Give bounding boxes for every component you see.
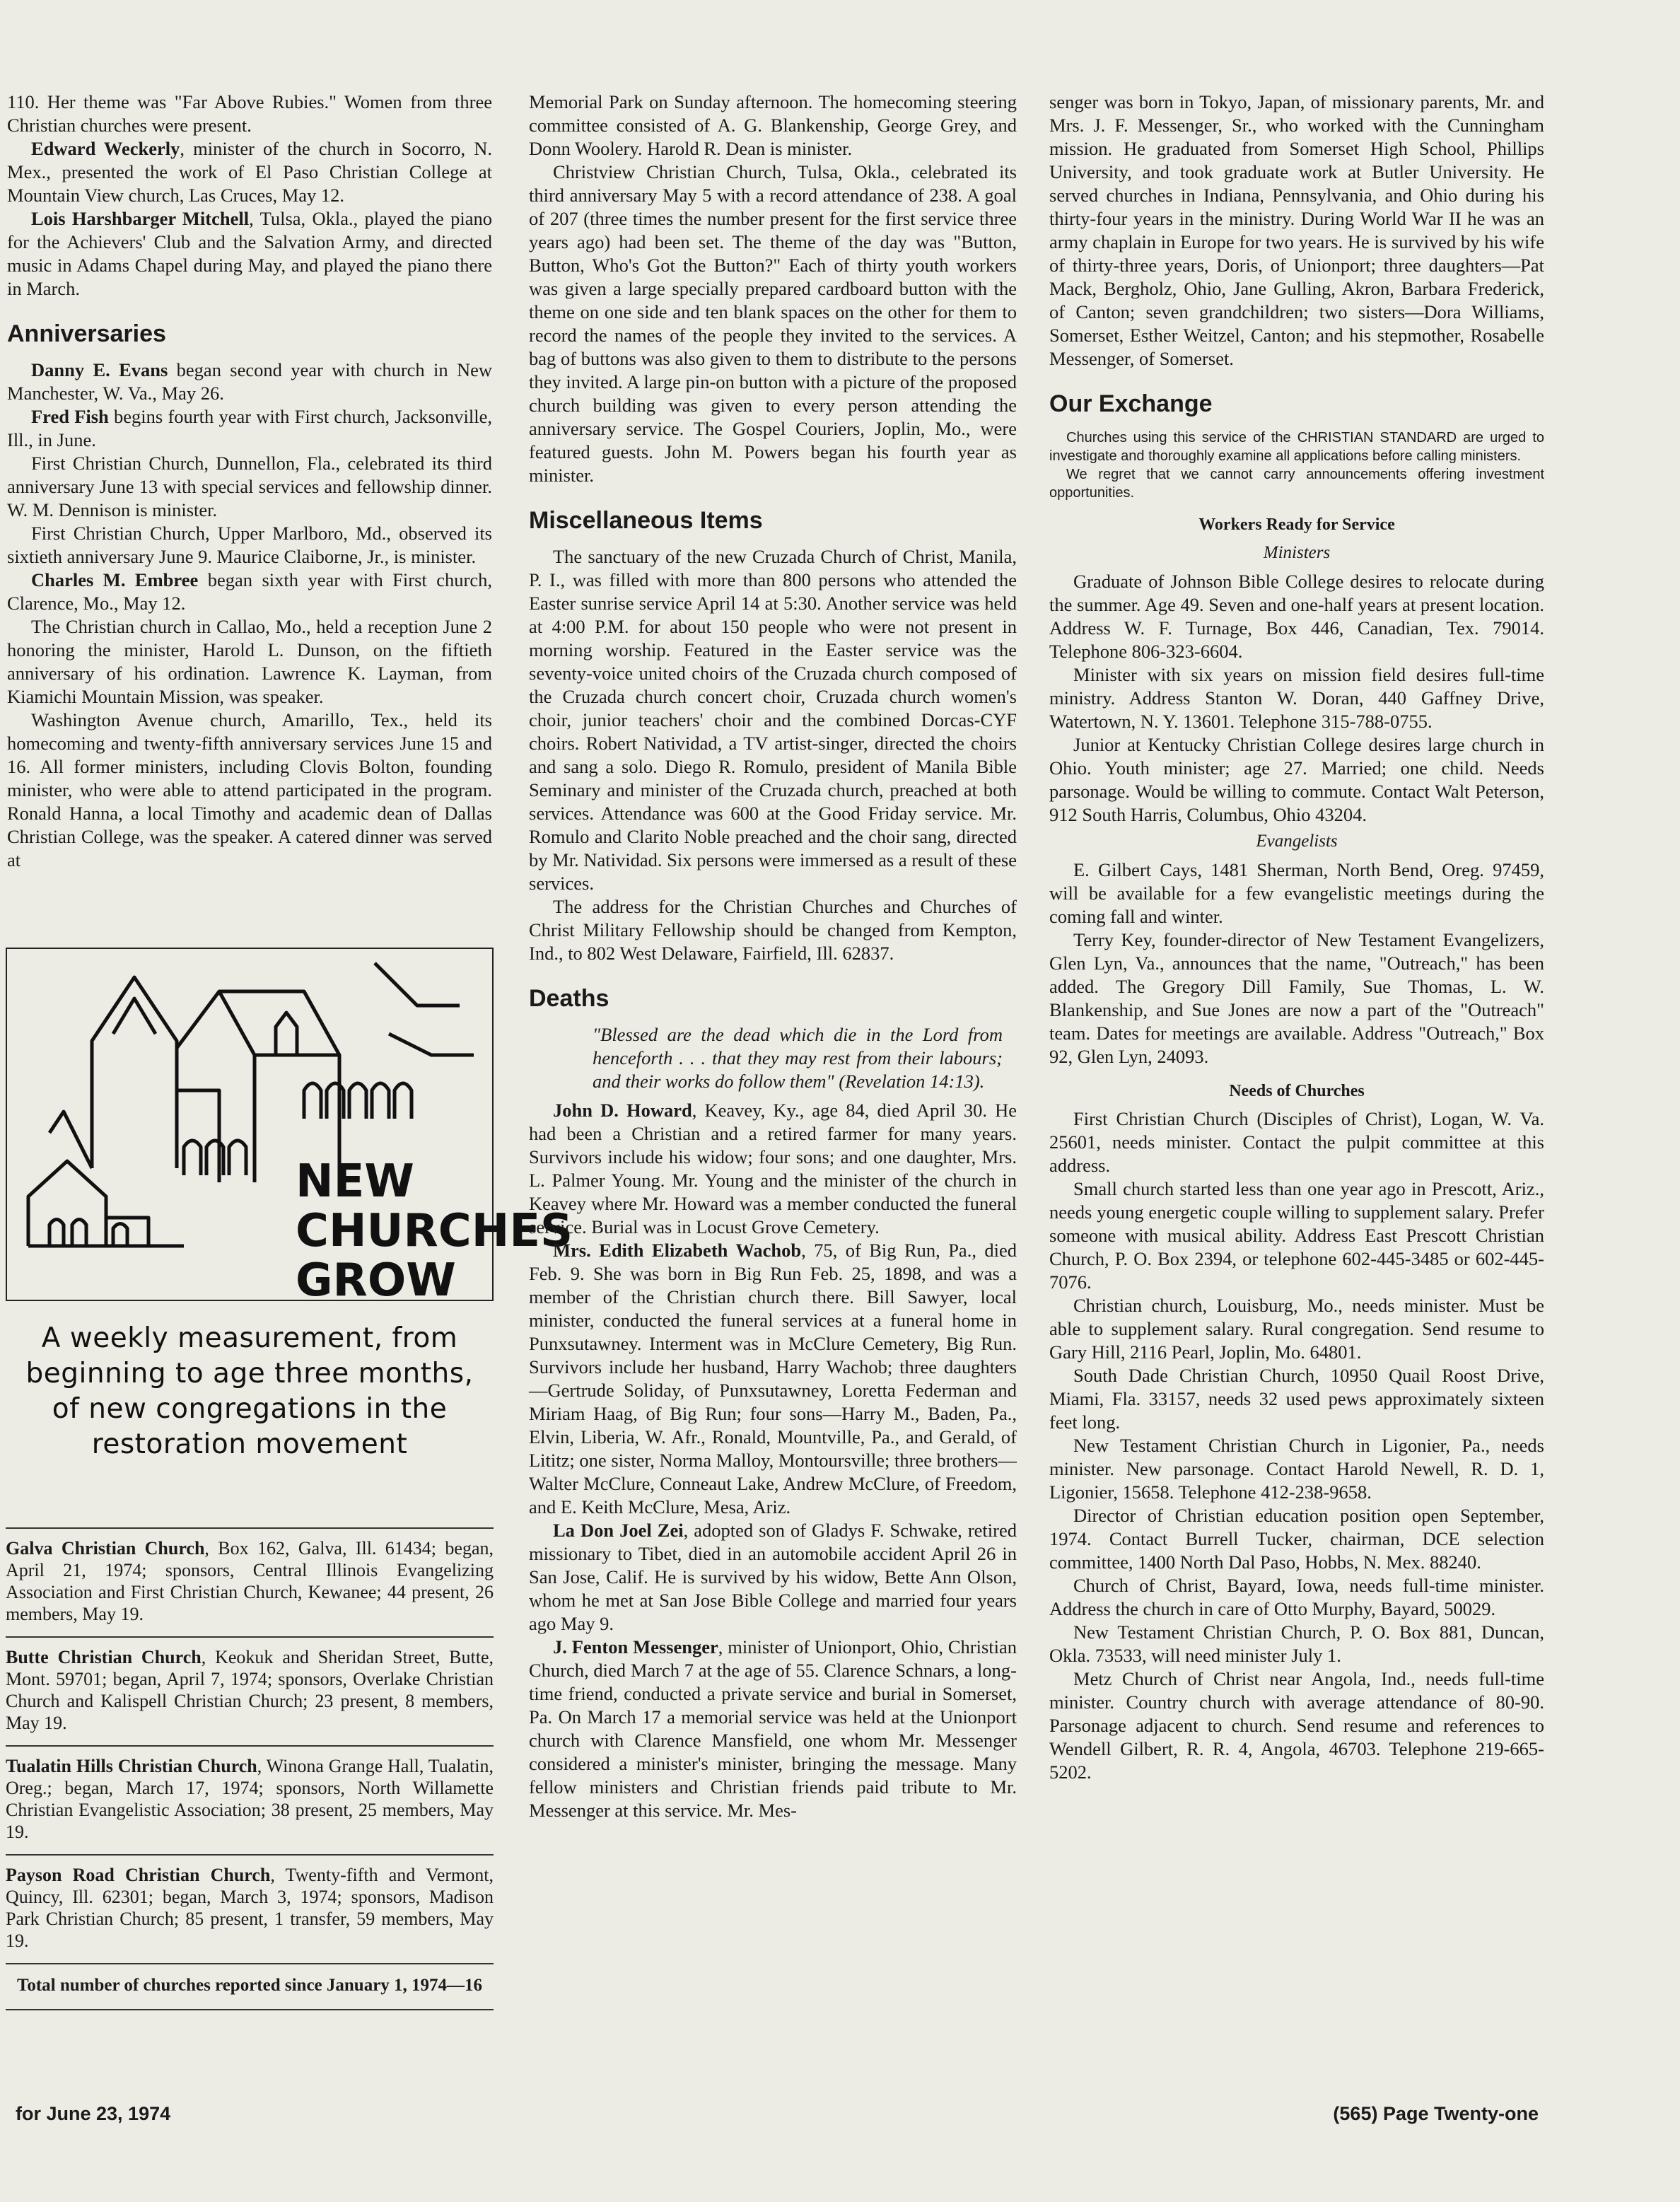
paragraph: The sanctuary of the new Cruzada Church of Christ, Manila, P. I., was filled with more than 800 persons who attended the Easter sunrise service April 14 at 5:30. Another service was held at 4:00 P.M. for about 150 people who were not present in morning worship. Featured in the Easter service was the seventy-voice united choirs of the Cruzada church composed of the Cruzada church concert choir, Cruzada church women's choir, junior teachers' choir and the combined Dorcas-CYF choirs. Robert Natividad, a TV artist-singer, directed the choirs and sang a solo. Diego R. Romulo, president of Manila Bible Seminary and minister of the Cruzada church, preached at both services. Attendance was 600 at the Good Friday service. Mr. Romulo and Clarito Noble preached and the choir sang, directed by Mr. Natividad. Six persons were immersed as a result of these services. — [529, 546, 1017, 894]
paragraph: New Testament Christian Church in Ligonier, Pa., needs minister. New parsonage. Contact Harold Newell, R. D. 1, Ligonier, 15658. Telephone 412-238-9658. — [1049, 1435, 1544, 1503]
paragraph: Christview Christian Church, Tulsa, Okla., celebrated its third anniversary May 5 with a record attendance of 238. A goal of 207 (three times the number present for the first service three years ago) had been set. The theme of the day was "Button, Button, Who's Got the Button?" Each of thirty youth workers was given a large specially prepared cardboard button with the theme on one side and ten blank spaces on the other for them to record the names of the people they invited to the services. A bag of buttons was also given to them to distribute to the persons they invited. A large pin-on button with a picture of the proposed church building was given to every person attending the anniversary service. The Gospel Couriers, Joplin, Mo., were featured guests. John M. Powers began his fourth year as minister. — [529, 161, 1017, 486]
footer-date: for June 23, 1974 — [16, 2103, 171, 2124]
list-item: Tualatin Hills Christian Church, Winona Grange Hall, Tualatin, Oreg.; began, March 17, 1974; sponsors, North Willamette Christian Evangelistic Association; 38 present, 25 members, May 19. — [6, 1745, 494, 1854]
churches-total: Total number of churches reported since January 1, 1974—16 — [6, 1963, 494, 2010]
paragraph: South Dade Christian Church, 10950 Quail Roost Drive, Miami, Fla. 33157, needs 32 used pews approximately sixteen feet long. — [1049, 1365, 1544, 1433]
section-title-miscellaneous: Miscellaneous Items — [529, 507, 763, 534]
subsection-title-workers: Workers Ready for Service — [1198, 515, 1395, 534]
paragraph: Danny E. Evans began second year with church in New Manchester, W. Va., May 26. — [7, 359, 493, 404]
paragraph: Christian church, Louisburg, Mo., needs minister. Must be able to supplement salary. Rural congregation. Send resume to Gary Hill, 2116 Pearl, Joplin, Mo. 64801. — [1049, 1295, 1544, 1363]
paragraph: Washington Avenue church, Amarillo, Tex., held its homecoming and twenty-fifth anniversary services June 15 and 16. All former ministers, including Clovis Bolton, founding minister, who were able to attend participated in the program. Ronald Hanna, a local Timothy and academic dean of Dallas Christian College, was the speaker. A catered dinner was served at — [7, 709, 492, 870]
new-churches-list — [6, 1527, 494, 2010]
paragraph: Fred Fish begins fourth year with First church, Jacksonville, Ill., in June. — [7, 406, 493, 450]
paragraph: J. Fenton Messenger, minister of Unionport, Ohio, Christian Church, died March 7 at the age of 55. Clarence Schnars, a long-time friend, conducted a private service and burial in Somerset, Pa. On March 17 a memorial service was held at the Unionport church with Clarence Mansfield, one whom Mr. Messenger considered a minister's minister, bringing the message. Many fellow ministers and Christian friends paid tribute to Mr. Messenger at this service. Mr. Mes- — [529, 1636, 1017, 1821]
paragraph: Memorial Park on Sunday afternoon. The homecoming steering committee consisted of A. G. Blankenship, George Grey, and Donn Woolery. Harold R. Dean is minister. — [529, 91, 1017, 159]
paragraph: First Christian Church (Disciples of Christ), Logan, W. Va. 25601, needs minister. Contact the pulpit committee at this address. — [1049, 1108, 1544, 1176]
paragraph: Lois Harshbarger Mitchell, Tulsa, Okla., played the piano for the Achievers' Club and the Salvation Army, and directed music in Adams Chapel during May, and played the piano there in March. — [7, 208, 492, 299]
paragraph: John D. Howard, Keavey, Ky., age 84, died April 30. He had been a Christian and a retired farmer for many years. Survivors include his widow; four sons; and one daughter, Mrs. L. Palmer Young. Mr. Young and the minister of the church in Keavey where Mr. Howard was a member conducted the funeral service. Burial was in Locust Grove Cemetery. — [529, 1100, 1017, 1237]
paragraph: Graduate of Johnson Bible College desires to relocate during the summer. Age 49. Seven and one-half years at present location. Address W. F. Turnage, Box 446, Canadian, Tex. 79014. Telephone 806-323-6604. — [1049, 571, 1544, 662]
list-item: Payson Road Christian Church, Twenty-fifth and Vermont, Quincy, Ill. 62301; began, March 3, 1974; sponsors, Madison Park Christian Church; 85 present, 1 transfer, 59 members, May 19. — [6, 1854, 494, 1963]
paragraph: La Don Joel Zei, adopted son of Gladys F. Schwake, retired missionary to Tibet, died in an automobile accident April 26 in San Jose, Calif. He is survived by his widow, Bette Ann Olson, whom he met at San Jose Bible College and married four years ago May 9. — [529, 1520, 1017, 1634]
scripture-quote: "Blessed are the dead which die in the Lord from henceforth . . . that they may rest from their labours; and their works do follow them" (Revelation 14:13). — [593, 1024, 1003, 1092]
paragraph: Director of Christian education position open September, 1974. Contact Burrell Tucker, chairman, DCE selection committee, 1400 North Dal Paso, Hobbs, N. Mex. 88240. — [1049, 1505, 1544, 1573]
paragraph: New Testament Christian Church, P. O. Box 881, Duncan, Okla. 73533, will need minister July 1. — [1049, 1621, 1544, 1666]
ad-headline-line: CHURCHES — [296, 1205, 573, 1257]
paragraph: Charles M. Embree began sixth year with First church, Clarence, Mo., May 12. — [7, 569, 492, 614]
paragraph: Small church started less than one year ago in Prescott, Ariz., needs young energetic couple willing to supplement salary. Prefer someone with musical ability. Address East Prescott Christian Church, P. O. Box 2394, or telephone 602-445-3485 or 602-445-7076. — [1049, 1178, 1544, 1293]
subsection-title-needs: Needs of Churches — [1229, 1082, 1365, 1100]
paragraph: Metz Church of Christ near Angola, Ind., needs full-time minister. Country church with average attendance of 80-90. Parsonage adjacent to church. Send resume and references to Wendell Gilbert, R. R. 4, Angola, 46703. Telephone 219-665-5202. — [1049, 1668, 1544, 1783]
paragraph: Church of Christ, Bayard, Iowa, needs full-time minister. Address the church in care of Otto Murphy, Bayard, 50029. — [1049, 1575, 1544, 1619]
footer-page-number: (565) Page Twenty-one — [1333, 2103, 1539, 2124]
list-item: Butte Christian Church, Keokuk and Sheridan Street, Butte, Mont. 59701; began, April 7, 1974; sponsors, Overlake Christian Church and Kalispell Christian Church; 23 present, 8 members, May 19. — [6, 1636, 494, 1745]
column-left — [7, 91, 492, 872]
paragraph: Edward Weckerly, minister of the church in Socorro, N. Mex., presented the work of El Paso Christian College at Mountain View church, Las Cruces, May 12. — [7, 138, 493, 206]
column-middle — [529, 91, 1017, 1822]
paragraph: Terry Key, founder-director of New Testament Evangelizers, Glen Lyn, Va., announces that the name, "Outreach," has been added. The Gregory Dill Family, Sue Thomas, L. W. Blankenship, and Sue Jones are now a part of the "Outreach" team. Dates for meetings are available. Address "Outreach," Box 92, Glen Lyn, 24093. — [1049, 929, 1544, 1067]
paragraph: Mrs. Edith Elizabeth Wachob, 75, of Big Run, Pa., died Feb. 9. She was born in Big Run Feb. 25, 1898, and was a member of the Christian church there. Bill Sawyer, local minister, conducted the funeral services at a funeral home in Punxsutawney. Interment was in McClure Cemetery, Big Run. Survivors include her husband, Harry Wachob; three daughters—Gertrude Soliday, of Punxsutawney, Loretta Federman and Miriam Haag, of Big Run; four sons—Harry M., Baden, Pa., Elvin, Liberia, W. Afr., Ronald, Mountville, Pa., and Gerald, of Lititz; one sister, Norma Malloy, Montoursville; three brothers—Walter McClure, Conneaut Lake, Andrew McClure, of Freedom, and E. Keith McClure, Mesa, Ariz. — [529, 1240, 1017, 1517]
section-title-anniversaries: Anniversaries — [7, 320, 166, 347]
paragraph: 110. Her theme was "Far Above Rubies." Women from three Christian churches were present. — [7, 91, 492, 136]
ad-headline-line: NEW — [296, 1155, 414, 1208]
subsection-title-ministers: Ministers — [1263, 543, 1331, 562]
column-right — [1049, 91, 1544, 1784]
list-item: Galva Christian Church, Box 162, Galva, Ill. 61434; began, April 21, 1974; sponsors, Central Illinois Evangelizing Association and First Christian Church, Kewanee; 44 present, 26 members, May 19. — [6, 1527, 494, 1636]
ad-headline-line: GROW — [296, 1254, 456, 1307]
ad-tagline: A weekly measurement, from beginning to age three months, of new congregations in the restoration movement — [25, 1322, 474, 1460]
paragraph: senger was born in Tokyo, Japan, of missionary parents, Mr. and Mrs. J. F. Messenger, Sr., who worked with the Cunningham mission. He graduated from Somerset High School, Phillips University, and took graduate work at Butler University. He served churches in Indiana, Pennsylvania, and Ohio during his thirty-four years in the ministry. During World War II he was an army chaplain in Europe for two years. He is survived by his wife of thirty-three years, Doris, of Unionport; three daughters—Pat Mack, Bergholz, Ohio, Jane Gulling, Akron, Barbara Frederick, of Canton; seven grandchildren; two sisters—Dora Williams, Somerset, Esther Weitzel, Canton; and his stepmother, Rosabelle Messenger, of Somerset. — [1049, 91, 1544, 369]
paragraph: The Christian church in Callao, Mo., held a reception June 2 honoring the minister, Harold L. Dunson, on the fiftieth anniversary of his ordination. Lawrence K. Layman, from Kiamichi Mountain Mission, was speaker. — [7, 616, 492, 707]
paragraph: Minister with six years on mission field desires full-time ministry. Address Stanton W. Doran, 440 Gaffney Drive, Watertown, N. Y. 13601. Telephone 315-788-0755. — [1049, 664, 1544, 732]
subsection-title-evangelists: Evangelists — [1256, 832, 1338, 851]
paragraph: Junior at Kentucky Christian College desires large church in Ohio. Youth minister; age 27. Married; one child. Needs parsonage. Would be willing to commute. Contact Walt Peterson, 912 South Harris, Columbus, Ohio 43204. — [1049, 734, 1544, 825]
section-title-deaths: Deaths — [529, 985, 609, 1012]
paragraph: First Christian Church, Dunnellon, Fla., celebrated its third anniversary June 13 with special services and fellowship dinner. W. M. Dennison is minister. — [7, 453, 492, 520]
exchange-note: Churches using this service of the CHRISTIAN STANDARD are urged to investigate and thoroughly examine all applications before calling ministers. We regret that we cannot carry announcements offering investment opportunities. — [1049, 430, 1544, 501]
paragraph: First Christian Church, Upper Marlboro, Md., observed its sixtieth anniversary June 9. Maurice Claiborne, Jr., is minister. — [7, 523, 492, 567]
paragraph: The address for the Christian Churches and Churches of Christ Military Fellowship should be changed from Kempton, Ind., to 802 West Delaware, Fairfield, Ill. 62837. — [529, 896, 1017, 964]
paragraph: E. Gilbert Cays, 1481 Sherman, North Bend, Oreg. 97459, will be available for a few evangelistic meetings during the coming fall and winter. — [1049, 859, 1544, 927]
section-title-our-exchange: Our Exchange — [1049, 390, 1213, 417]
